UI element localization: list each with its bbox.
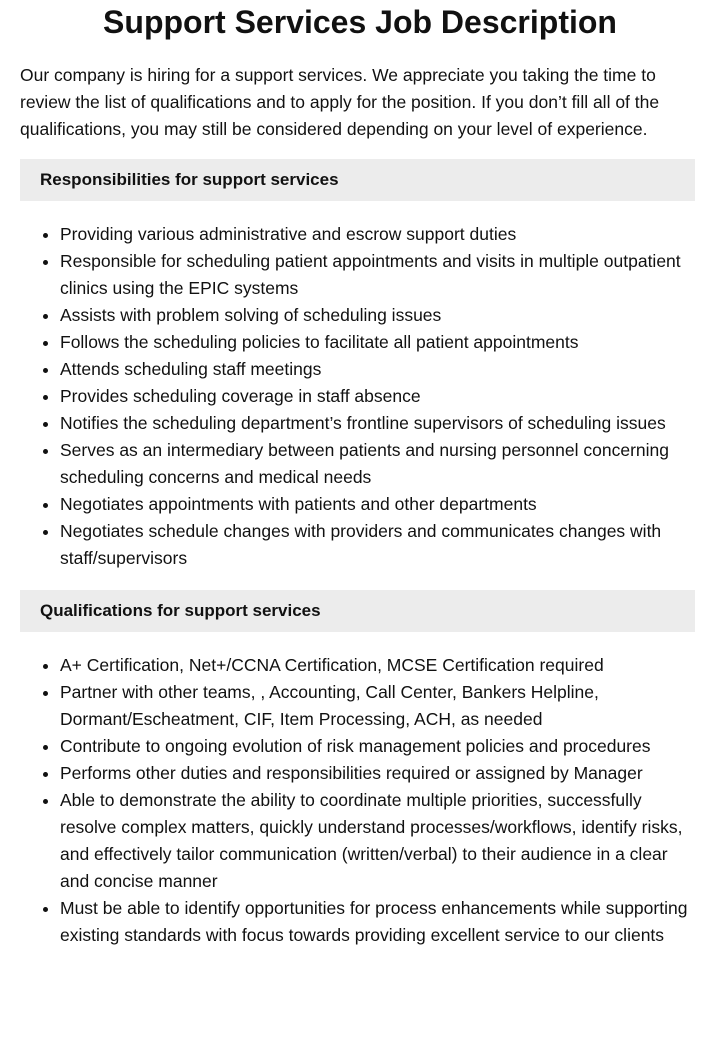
list-item: • Responsible for scheduling patient appointments and visits in multiple outpatient clinics using the EPIC systems [60, 248, 700, 302]
responsibilities-heading: Responsibilities for support services [20, 159, 695, 201]
list-item: • Negotiates schedule changes with providers and communicates changes with staff/supervisors [60, 518, 700, 572]
list-item: • Able to demonstrate the ability to coordinate multiple priorities, successfully resolve complex matters, quickly understand processes/workflows, identify risks, and effectively tailor communication (written/verbal) to their audience in a clear and concise manner [60, 787, 700, 895]
page-title: Support Services Job Description [103, 4, 617, 40]
list-item: • Attends scheduling staff meetings [60, 356, 700, 383]
qualifications-list [20, 652, 700, 949]
list-item: • Follows the scheduling policies to facilitate all patient appointments [60, 329, 700, 356]
list-item: • Provides scheduling coverage in staff absence [60, 383, 700, 410]
list-item: • Providing various administrative and escrow support duties [60, 221, 700, 248]
list-item: • Partner with other teams, , Accounting, Call Center, Bankers Helpline, Dormant/Escheatment, CIF, Item Processing, ACH, as needed [60, 679, 700, 733]
list-item: • Serves as an intermediary between patients and nursing personnel concerning scheduling concerns and medical needs [60, 437, 700, 491]
list-item: • Negotiates appointments with patients and other departments [60, 491, 700, 518]
list-item: • Contribute to ongoing evolution of risk management policies and procedures [60, 733, 700, 760]
list-item: • Assists with problem solving of scheduling issues [60, 302, 700, 329]
list-item: • Notifies the scheduling department’s frontline supervisors of scheduling issues [60, 410, 700, 437]
list-item: • A+ Certification, Net+/CCNA Certification, MCSE Certification required [60, 652, 700, 679]
list-item: • Must be able to identify opportunities for process enhancements while supporting existing standards with focus towards providing excellent service to our clients [60, 895, 700, 949]
responsibilities-list [20, 221, 700, 572]
qualifications-heading: Qualifications for support services [20, 590, 695, 632]
intro-paragraph: Our company is hiring for a support services. We appreciate you taking the time to review the list of qualifications and to apply for the position. If you don’t fill all of the qualifications, you may still be considered depending on your level of experience. [20, 65, 660, 139]
list-item: • Performs other duties and responsibilities required or assigned by Manager [60, 760, 700, 787]
